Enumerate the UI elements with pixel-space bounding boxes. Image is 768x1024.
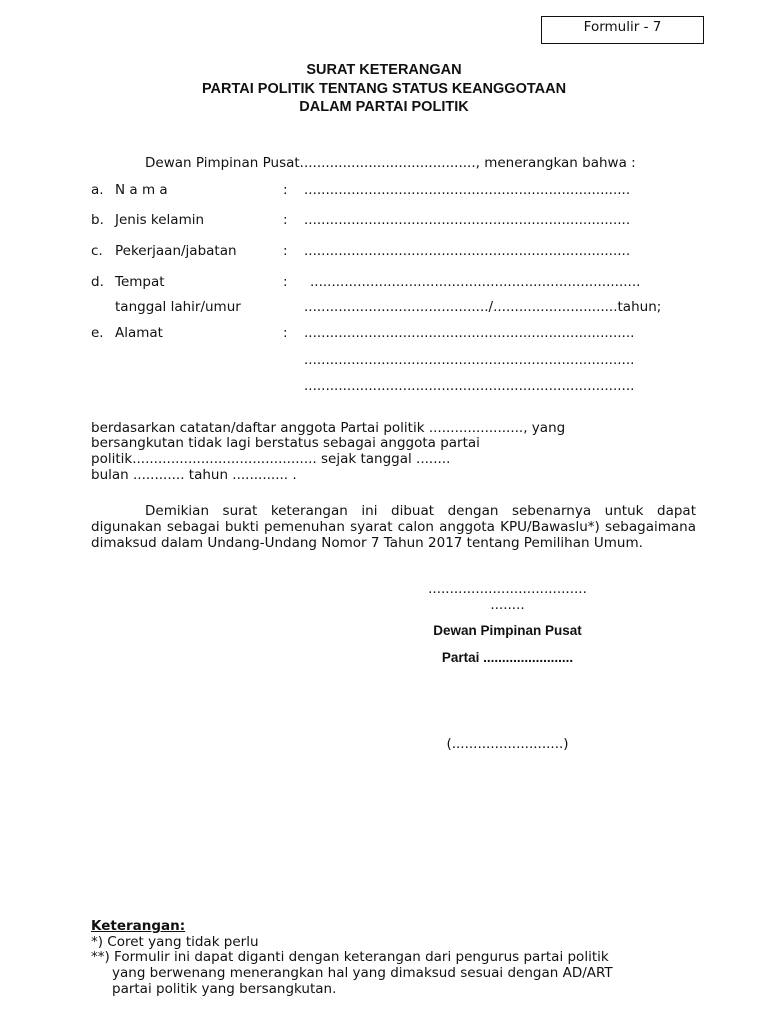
document-title-line-2: PARTAI POLITIK TENTANG STATUS KEANGGOTAAN xyxy=(201,81,567,97)
field-address-value-line-2: ............................................................................. xyxy=(304,352,635,368)
note-1: *) Coret yang tidak perlu xyxy=(91,934,259,950)
field-name-value: ............................................................................ xyxy=(304,182,631,198)
field-name-letter: a. xyxy=(91,182,104,198)
note-2-line-2: yang berwenang menerangkan hal yang dimaksud sesuai dengan AD/ART xyxy=(112,965,613,981)
intro-text: Dewan Pimpinan Pusat........................................., menerangkan bahwa : xyxy=(145,155,636,171)
note-2-line-3: partai politik yang bersangkutan. xyxy=(112,981,337,997)
field-gender-label: Jenis kelamin xyxy=(115,212,205,228)
note-2: **) Formulir ini dapat diganti dengan keterangan dari pengurus partai politik xyxy=(91,949,609,965)
signature-place-date-line-2: ........ xyxy=(490,597,525,613)
statement-line-4: bulan ............ tahun ............. . xyxy=(91,467,297,483)
field-birth-place-value: ............................................................................. xyxy=(310,274,641,290)
field-birth-colon: : xyxy=(283,274,288,290)
field-birth-date-label: tanggal lahir/umur xyxy=(115,299,241,315)
field-occupation-value: ............................................................................ xyxy=(304,243,631,259)
field-birth-letter: d. xyxy=(91,274,104,290)
field-birth-place-label: Tempat xyxy=(115,274,165,290)
field-address-colon: : xyxy=(283,325,288,341)
field-address-label: Alamat xyxy=(115,325,163,341)
signature-organization: Dewan Pimpinan Pusat xyxy=(433,623,582,638)
statement-line-2: bersangkutan tidak lagi berstatus sebagai anggota partai xyxy=(91,435,480,451)
signature-party: Partai ........................ xyxy=(441,650,574,665)
field-birth-date-value: .........................................../.............................tahun; xyxy=(304,299,662,315)
field-address-value-line-3: ............................................................................. xyxy=(304,378,635,394)
field-name-colon: : xyxy=(283,182,288,198)
document-title-line-3: DALAM PARTAI POLITIK xyxy=(299,99,469,115)
field-gender-value: ............................................................................ xyxy=(304,212,631,228)
document-title-line-1: SURAT KETERANGAN xyxy=(306,62,462,78)
closing-paragraph: Demikian surat keterangan ini dibuat dengan sebenarnya untuk dapat digunakan sebagai bukti pemenuhan syarat calon anggota KPU/Bawaslu*) sebagaimana dimaksud dalam Undang-Undang Nomor 7 Tahun 2017 tentang Pemilihan Umum. xyxy=(91,503,696,551)
field-gender-letter: b. xyxy=(91,212,104,228)
field-name-label: N a m a xyxy=(115,182,168,198)
form-number-box xyxy=(541,16,704,44)
form-number-label: Formulir - 7 xyxy=(583,19,662,35)
field-gender-colon: : xyxy=(283,212,288,228)
notes-title: Keterangan: xyxy=(91,918,186,934)
statement-line-1: berdasarkan catatan/daftar anggota Partai politik ......................, yang xyxy=(91,420,566,436)
field-address-letter: e. xyxy=(91,325,104,341)
field-occupation-colon: : xyxy=(283,243,288,259)
signature-name-placeholder: (..........................) xyxy=(446,736,569,752)
field-address-value-line-1: ............................................................................. xyxy=(304,325,635,341)
signature-place-date-line-1: ..................................... xyxy=(428,581,587,597)
field-occupation-label: Pekerjaan/jabatan xyxy=(115,243,237,259)
statement-line-3: politik........................................... sejak tanggal ........ xyxy=(91,451,451,467)
field-occupation-letter: c. xyxy=(91,243,103,259)
